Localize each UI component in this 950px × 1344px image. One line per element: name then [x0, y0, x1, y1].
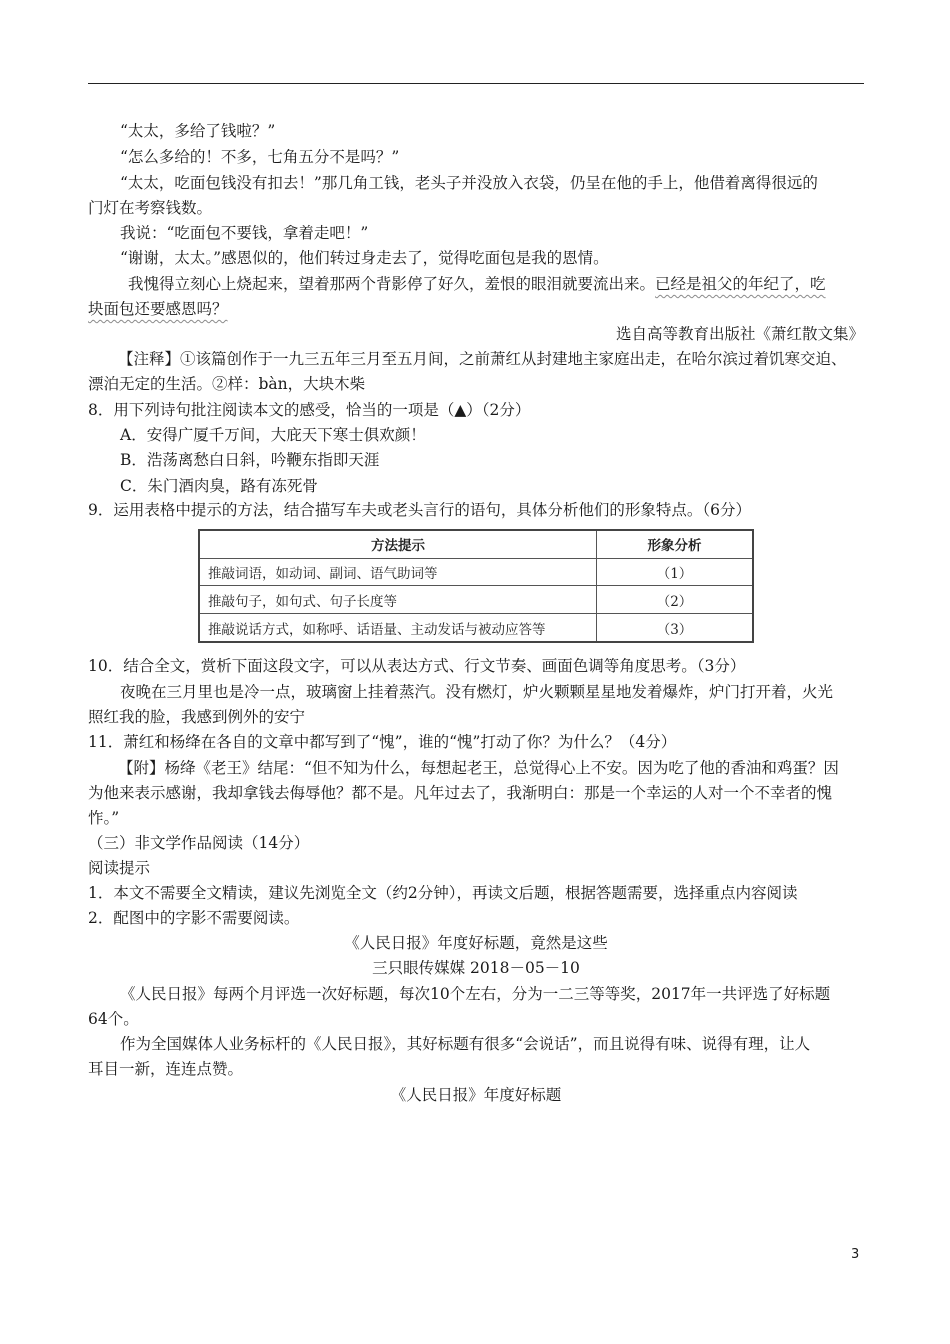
question-10: 10．结合全文，赏析下面这段文字，可以从表达方式、行文节奏、画面色调等角度思考。（3分） — [88, 657, 746, 675]
text-line: 门灯在考察钱数。 — [88, 199, 213, 217]
text-segment: 我愧得立刻心上烧起来，望着那两个背影停了好久，羞恨的眼泪就要流出来。 — [128, 275, 656, 293]
table-header-row — [199, 530, 753, 558]
table-cell: （2） — [597, 586, 754, 614]
text-line: 我说：“吃面包不要钱，拿着走吧！” — [120, 224, 369, 242]
source-citation: 选自高等教育出版社《萧红散文集》 — [615, 325, 864, 343]
appendix-line: 怍。” — [88, 809, 120, 827]
text-line: “谢谢，太太。”感恩似的，他们转过身走去了，觉得吃面包是我的恩情。 — [120, 249, 609, 267]
table-cell: 推敲句子，如句式、句子长度等 — [199, 586, 597, 614]
page-number: 3 — [851, 1247, 860, 1262]
appendix-line: 【附】杨绛《老王》结尾：“但不知为什么，每想起老王，总觉得心上不安。因为吃了他的香油和鸡蛋？因 — [118, 759, 839, 777]
wavy-underlined-text: 已经是祖父的年纪了，吃 — [655, 275, 826, 293]
question-11: 11．萧红和杨绛在各自的文章中都写到了“愧”，谁的“愧”打动了你？为什么？（4分） — [88, 733, 677, 751]
text-line: “太太，吃面包钱没有扣去！”那几角工钱，老头子并没放入衣袋，仍呈在他的手上，他借着离得很远的 — [120, 174, 818, 192]
reading-tip-heading: 阅读提示 — [88, 859, 151, 877]
method-table — [198, 529, 754, 643]
note-line: 【注释】①该篇创作于一九三五年三月至五月间，之前萧红从封建地主家庭出走，在哈尔滨过着饥寒交迫、 — [118, 350, 847, 368]
question-9: 9．运用表格中提示的方法，结合描写车夫或老头言行的语句，具体分析他们的形象特点。（6分） — [88, 501, 751, 519]
text-line: “怎么多给的！不多，七角五分不是吗？” — [120, 148, 400, 166]
figure-caption: 《人民日报》年度好标题 — [390, 1086, 562, 1104]
article-title: 《人民日报》年度好标题，竟然是这些 — [344, 934, 608, 952]
reading-tip-item: 1．本文不需要全文精读，建议先浏览全文（约2分钟），再读文后题，根据答题需要，选择重点内容阅读 — [88, 884, 798, 902]
reading-tip-item: 2．配图中的字影不需要阅读。 — [88, 909, 300, 927]
option-c: C．朱门酒肉臭，路有冻死骨 — [120, 477, 318, 495]
table-row — [199, 586, 753, 614]
table-cell: （3） — [597, 614, 754, 642]
table-cell: 推敲词语，如动词、副词、语气助词等 — [199, 558, 597, 586]
header-rule — [88, 83, 864, 84]
text-line: 照红我的脸，我感到例外的安宁 — [88, 708, 306, 726]
wavy-underlined-line — [88, 297, 228, 321]
text-line: 耳目一新，连连点赞。 — [88, 1060, 244, 1078]
table-cell: 推敲说话方式，如称呼、话语量、主动发话与被动应答等 — [199, 614, 597, 642]
table-header: 方法提示 — [199, 530, 597, 558]
article-byline: 三只眼传媒媒 2018－05－10 — [372, 959, 580, 977]
note-line: 漂泊无定的生活。②样：bàn，大块木柴 — [88, 375, 366, 393]
table-header: 形象分析 — [597, 530, 754, 558]
question-8: 8．用下列诗句批注阅读本文的感受，恰当的一项是（▲）（2分） — [88, 401, 531, 419]
option-b: B．浩荡离愁白日斜，吟鞭东指即天涯 — [120, 451, 380, 469]
text-line: 作为全国媒体人业务标杆的《人民日报》，其好标题有很多“会说话”，而且说得有味、说得有理，让人 — [120, 1035, 811, 1053]
wavy-underlined-text: 块面包还要感恩吗？ — [88, 300, 228, 318]
table-row — [199, 614, 753, 642]
text-line: 64个。 — [88, 1010, 139, 1028]
text-line: 夜晚在三月里也是冷一点，玻璃窗上挂着蒸汽。没有燃灯，炉火颗颗星星地发着爆炸，炉门打开着，火光 — [120, 683, 834, 701]
section-heading: （三）非文学作品阅读（14分） — [88, 834, 310, 852]
table-cell: （1） — [597, 558, 754, 586]
text-line — [128, 272, 826, 296]
appendix-line: 为他来表示感谢，我却拿钱去侮辱他？都不是。凡年过去了，我渐明白：那是一个幸运的人对一个不幸者的愧 — [88, 784, 833, 802]
option-a: A．安得广厦千万间，大庇天下寒士俱欢颜！ — [120, 426, 426, 444]
text-line: 《人民日报》每两个月评选一次好标题，每次10个左右，分为一二三等等奖，2017年一共评选了好标题 — [120, 985, 831, 1003]
text-line: “太太，多给了钱啦？” — [120, 122, 276, 140]
table-row — [199, 558, 753, 586]
